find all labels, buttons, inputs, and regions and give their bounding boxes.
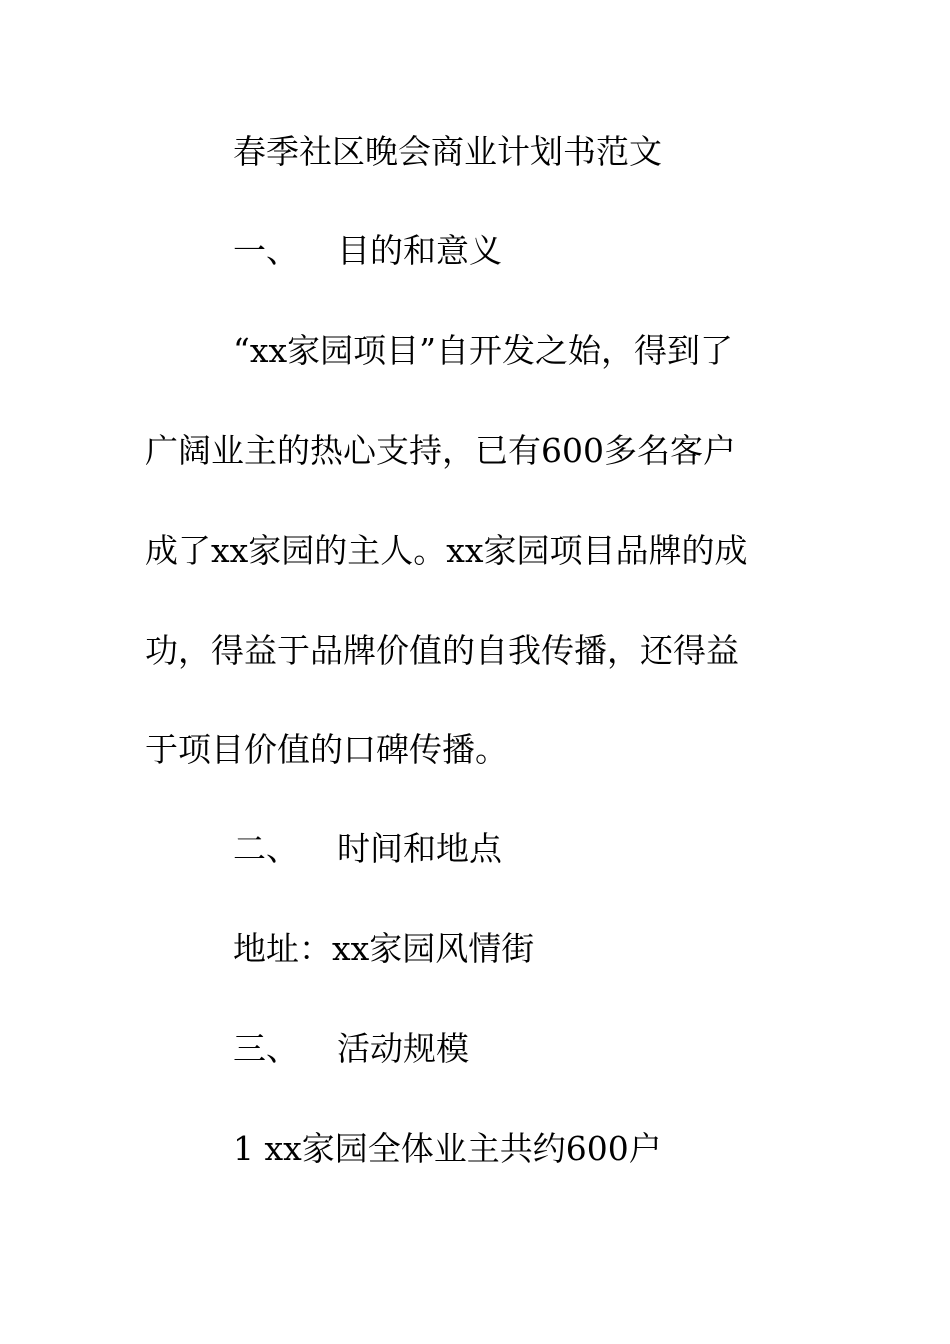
paragraph-line: 成了xx家园的主人。xx家园项目品牌的成 [145, 531, 748, 570]
section-number: 二、 [233, 829, 299, 868]
section-heading-2 [233, 829, 502, 869]
section-title: 活动规模 [337, 1029, 469, 1068]
section-title: 时间和地点 [337, 829, 502, 868]
address-line: 地址：xx家园风情街 [233, 929, 535, 968]
paragraph-line: 广阔业主的热心支持，已有600多名客户 [145, 431, 736, 470]
section-heading-1 [233, 231, 502, 271]
section-number: 一、 [233, 231, 299, 270]
document-title: 春季社区晚会商业计划书范文 [233, 132, 662, 171]
section-heading-3 [233, 1029, 469, 1069]
paragraph-line: 功，得益于品牌价值的自我传播，还得益 [145, 631, 739, 670]
section-title: 目的和意义 [337, 231, 502, 270]
scale-line: 1 xx家园全体业主共约600户 [233, 1129, 662, 1168]
paragraph-line: 于项目价值的口碑传播。 [145, 730, 508, 769]
paragraph-line: “xx家园项目”自开发之始，得到了 [233, 331, 733, 370]
section-number: 三、 [233, 1029, 299, 1068]
